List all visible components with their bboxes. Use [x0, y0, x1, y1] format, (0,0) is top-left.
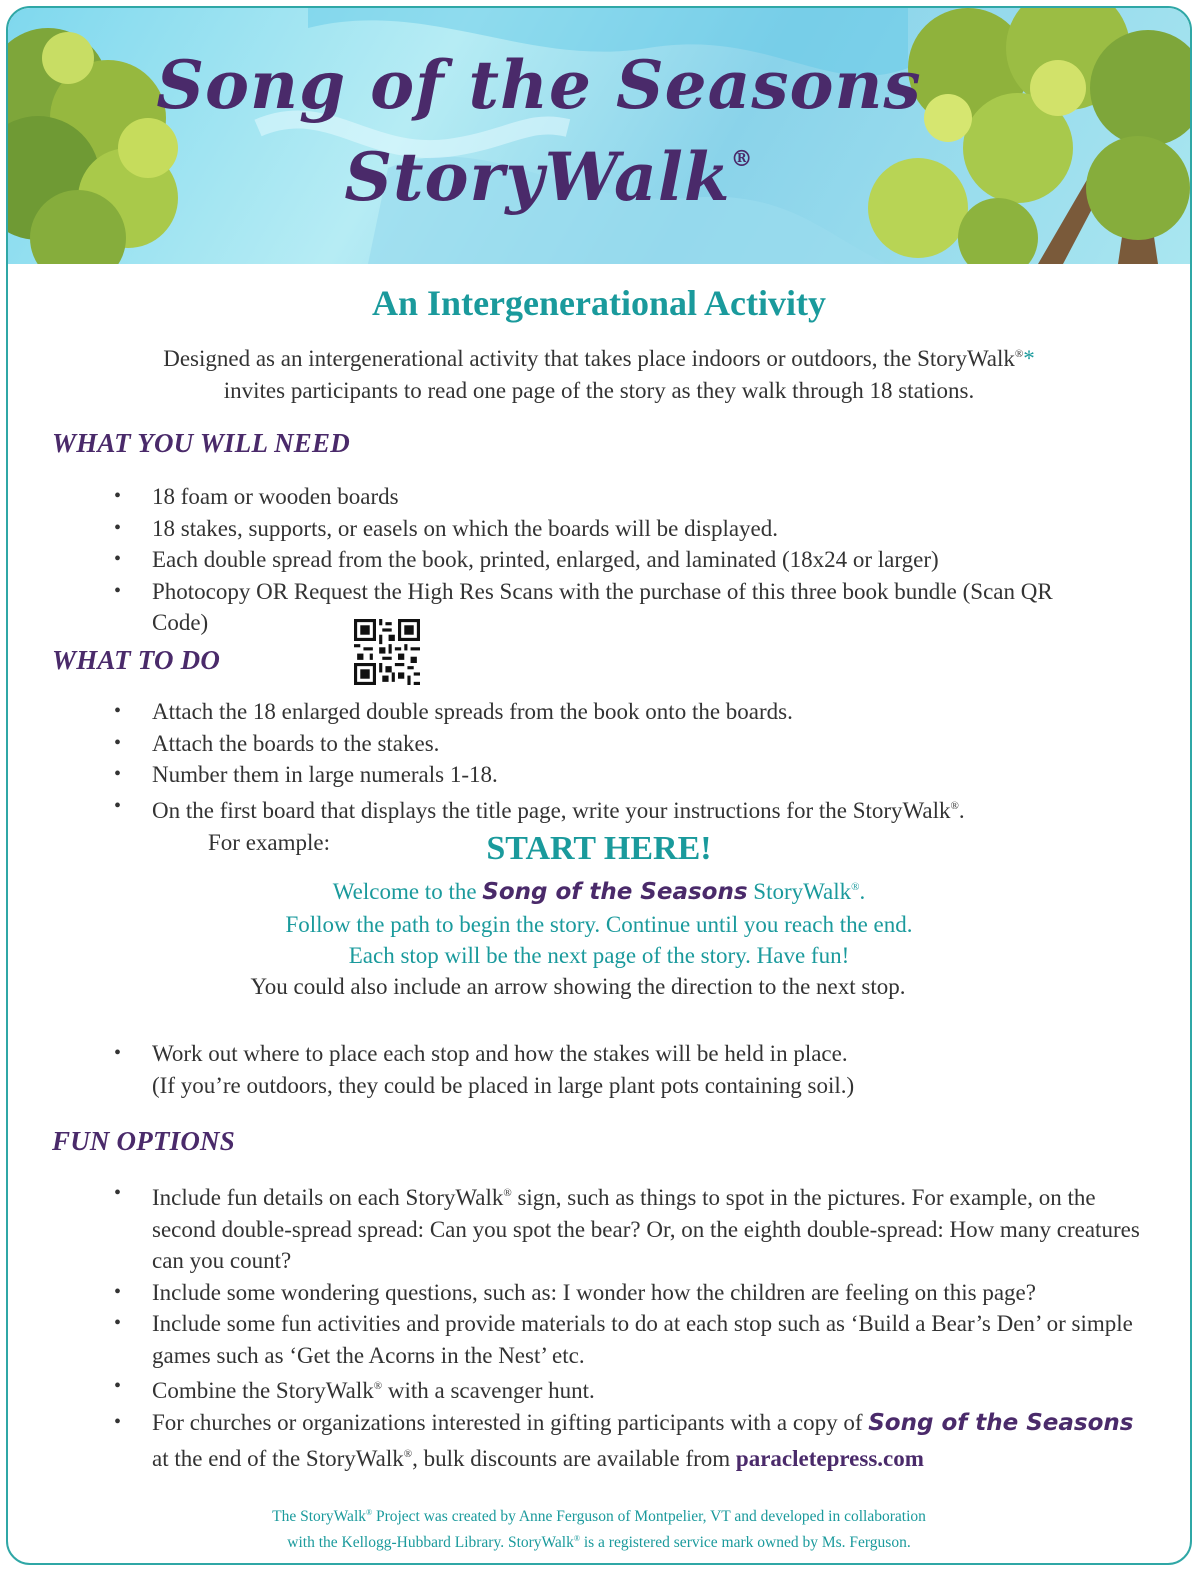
book-title: Song of the Seasons	[868, 1409, 1134, 1436]
welcome-line	[8, 872, 1190, 909]
list-item-text: Include some wondering questions, such as: I wonder how the children are feeling on this page?	[152, 1279, 1036, 1305]
example-sign-text	[8, 872, 1190, 972]
section-heading-need: WHAT YOU WILL NEED	[52, 428, 350, 458]
intro-line1-text: Designed as an intergenerational activity that takes place indoors or outdoors, the StoryWalk	[163, 346, 1015, 371]
bullet: •	[114, 548, 122, 570]
list-item	[108, 1407, 1148, 1475]
registered-mark: ®	[730, 146, 754, 172]
list-item-text: Attach the 18 enlarged double spreads from the book onto the boards.	[152, 699, 793, 724]
list-item-text-line2: (If you’re outdoors, they could be placed in large plant pots containing soil.)	[152, 1072, 855, 1098]
footer-text-cont: is a registered service mark owned by Ms. Ferguson.	[579, 1534, 911, 1551]
list-item	[108, 544, 1138, 576]
list-item	[108, 1178, 1148, 1277]
arrow-note: You could also include an arrow showing the direction to the next stop.	[250, 974, 906, 999]
intro-line1	[8, 338, 1190, 375]
book-title: Song of the Seasons	[482, 879, 748, 905]
registered-mark: ®	[503, 1187, 512, 1199]
bullet: •	[114, 1312, 122, 1334]
list-item-text: Attach the boards to the stakes.	[152, 730, 440, 756]
list-item	[108, 576, 1072, 639]
list-item-text: Include fun details on each StoryWalk	[152, 1185, 504, 1210]
list-item-text: Number them in large numerals 1-18.	[152, 762, 498, 787]
header-banner	[8, 8, 1190, 264]
list-item	[108, 1371, 1148, 1407]
follow-line: Follow the path to begin the story. Continue until you reach the end.	[285, 911, 913, 937]
todo-list-continued	[108, 1038, 1138, 1101]
list-item-text: Include some fun activities and provide materials to do at each stop such as ‘Build a Bear’s Den’ or simple games such as ‘Get the Acorns in the Nest’ etc.	[152, 1311, 1133, 1368]
list-item	[108, 759, 1138, 791]
registered-mark: ®	[851, 881, 860, 893]
bullet: •	[114, 731, 122, 754]
list-item-text: For churches or organizations interested in gifting participants with a copy of	[152, 1409, 869, 1435]
banner-title-storywalk: StoryWalk	[344, 138, 731, 216]
welcome-end: .	[859, 879, 866, 904]
example-label: For example:	[208, 830, 330, 855]
list-item	[108, 728, 1138, 760]
list-item-text-cont: sign, such as things to spot in the pictures. For example, on the second double-spread spread: Can you spot the bear? Or, on the eighth double-spread: How many creatures can you count?	[152, 1185, 1140, 1273]
list-item-text-cont2: , bulk discounts are available from	[412, 1446, 736, 1471]
bullet: •	[114, 794, 122, 817]
list-item-text: Work out where to place each stop and how the stakes will be held in place.	[152, 1041, 848, 1066]
bullet: •	[114, 1042, 122, 1064]
list-item	[108, 513, 1138, 545]
intro-line2: invites participants to read one page of the story as they walk through 18 stations.	[223, 378, 975, 403]
footer-line1	[8, 1502, 1190, 1528]
welcome-text: Welcome to the	[332, 879, 483, 904]
page-frame	[6, 6, 1192, 1565]
section-heading-todo: WHAT TO DO	[52, 645, 221, 675]
list-item-text: 18 stakes, supports, or easels on which the boards will be displayed.	[152, 515, 778, 541]
footer-credits	[8, 1502, 1190, 1554]
list-item	[108, 791, 1138, 827]
list-item-text: Photocopy OR Request the High Res Scans with the purchase of this three book bundle (Scan QR Code)	[152, 578, 1053, 635]
intro-paragraph	[8, 338, 1190, 407]
registered-mark: ®	[573, 1534, 580, 1543]
list-item	[108, 1277, 1148, 1309]
fun-list	[108, 1178, 1148, 1475]
footer-text-cont: Project was created by Anne Ferguson of Montpelier, VT and developed in collaboration	[372, 1508, 926, 1525]
registered-mark: ®	[1014, 348, 1024, 360]
bullet: •	[114, 1280, 122, 1303]
bullet: •	[114, 485, 122, 507]
footer-text: The StoryWalk	[272, 1508, 366, 1525]
list-item	[108, 696, 1138, 728]
list-item-text: Combine the StoryWalk	[152, 1378, 374, 1403]
list-item	[108, 1038, 1138, 1101]
welcome-storywalk: StoryWalk	[747, 879, 852, 904]
bullet: •	[114, 763, 122, 785]
start-here-heading: START HERE!	[486, 830, 712, 867]
qr-code-icon[interactable]	[354, 619, 420, 685]
bullet: •	[114, 700, 122, 722]
list-item-text: On the first board that displays the title page, write your instructions for the StoryWalk	[152, 797, 951, 823]
list-item-text-end: .	[958, 797, 965, 823]
bullet: •	[114, 1410, 122, 1433]
footer-text: with the Kellogg-Hubbard Library. StoryWalk	[287, 1534, 574, 1551]
bullet: •	[114, 516, 122, 539]
banner-title-line1: Song of the Seasons	[156, 46, 922, 124]
bullet: •	[114, 579, 122, 602]
bullet: •	[114, 1375, 122, 1397]
section-heading-fun: FUN OPTIONS	[52, 1126, 235, 1156]
registered-mark: ®	[403, 1448, 413, 1460]
registered-mark: ®	[373, 1380, 383, 1392]
list-item-text-cont: with a scavenger hunt.	[382, 1378, 595, 1403]
list-item-text-cont: at the end of the StoryWalk	[152, 1446, 404, 1471]
registered-mark: ®	[366, 1508, 373, 1517]
page-subtitle: An Intergenerational Activity	[372, 283, 826, 323]
bullet: •	[114, 1182, 122, 1204]
todo-list	[108, 696, 1138, 826]
each-stop-line: Each stop will be the next page of the story. Have fun!	[348, 943, 850, 968]
asterisk: *	[1023, 346, 1035, 371]
banner-title-line2	[8, 138, 1140, 216]
publisher-link[interactable]: paracletepress.com	[735, 1446, 924, 1471]
need-list	[108, 481, 1138, 639]
footer-line2	[8, 1528, 1190, 1554]
list-item	[108, 481, 1138, 513]
list-item-text: 18 foam or wooden boards	[152, 484, 399, 509]
list-item	[108, 1308, 1148, 1371]
list-item-text: Each double spread from the book, printed, enlarged, and laminated (18x24 or larger)	[152, 547, 939, 572]
registered-mark: ®	[950, 799, 959, 812]
